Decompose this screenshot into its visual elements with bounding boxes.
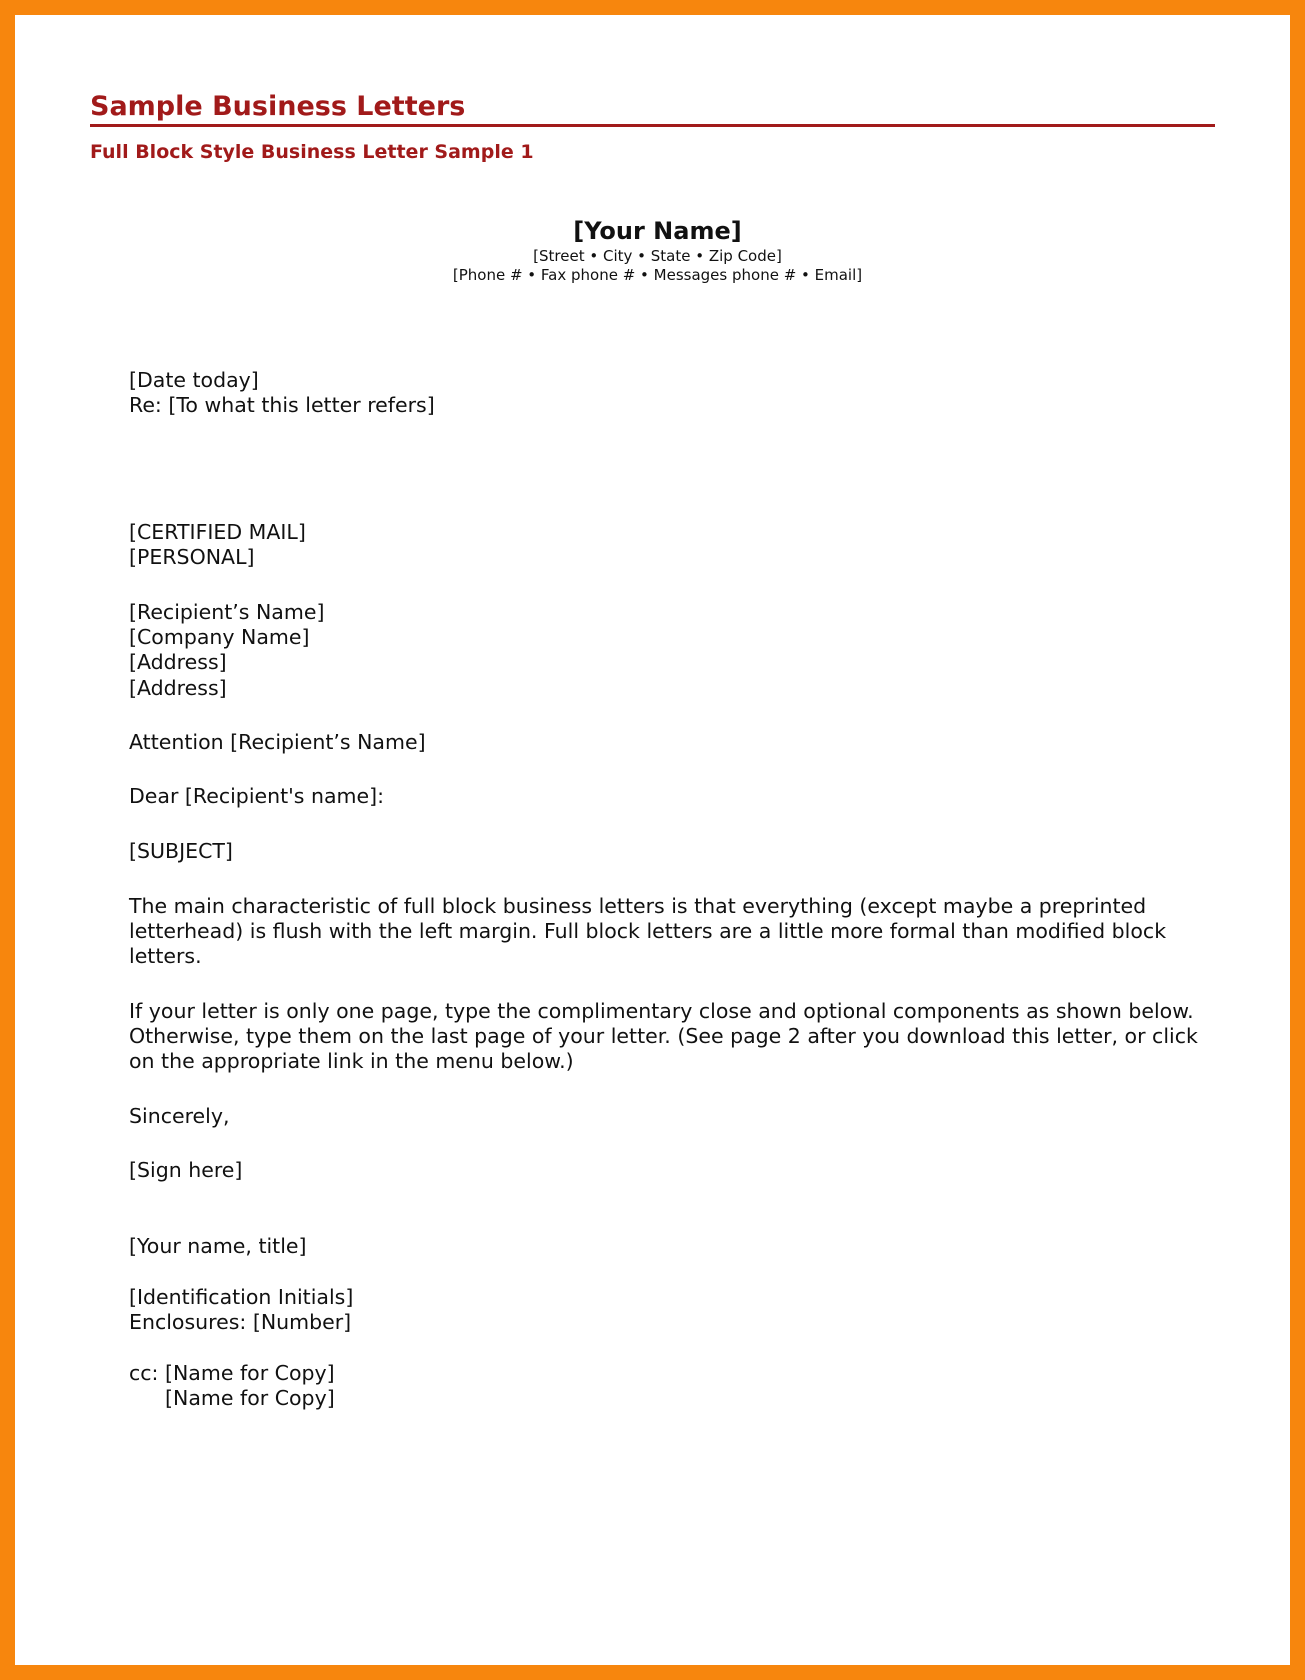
letter-reference: Re: [To what this letter refers] <box>129 393 435 417</box>
cc-line-1: cc: [Name for Copy] <box>129 1361 335 1385</box>
letterhead-contact: [Phone # • Fax phone # • Messages phone # • Email] <box>452 266 863 284</box>
page-title: Sample Business Letters <box>90 91 466 122</box>
page-subtitle: Full Block Style Business Letter Sample 1 <box>90 141 534 163</box>
body-paragraph-1: The main characteristic of full block business letters is that everything (except maybe a preprinted letterhead) is flush with the left margin. Full block letters are a little more formal than modified block letters. <box>129 894 1167 968</box>
recipient-name: [Recipient’s Name] <box>129 600 325 624</box>
letterhead-name: [Your Name] <box>573 217 742 245</box>
recipient-address-1: [Address] <box>129 650 227 674</box>
enclosures-line: Enclosures: [Number] <box>129 1310 352 1334</box>
recipient-company: [Company Name] <box>129 625 310 649</box>
attention-line: Attention [Recipient’s Name] <box>129 730 426 754</box>
mail-notation-personal: [PERSONAL] <box>129 545 255 569</box>
letter-date: [Date today] <box>129 368 259 392</box>
recipient-address-2: [Address] <box>129 676 227 700</box>
salutation: Dear [Recipient's name]: <box>129 784 385 808</box>
cc-line-2: [Name for Copy] <box>165 1386 335 1410</box>
subject-line: [SUBJECT] <box>129 839 233 863</box>
title-divider <box>90 124 1215 127</box>
body-paragraph-2: If your letter is only one page, type the complimentary close and optional components as shown below. Otherwise, type them on the last page of your letter. (See page 2 after you download this letter, or click on the appropriate link in the menu below.) <box>129 999 1198 1073</box>
complimentary-close: Sincerely, <box>129 1104 230 1128</box>
identification-initials: [Identification Initials] <box>129 1285 354 1309</box>
signature-placeholder: [Sign here] <box>129 1158 243 1182</box>
mail-notation-certified: [CERTIFIED MAIL] <box>129 520 306 544</box>
letterhead-address: [Street • City • State • Zip Code] <box>533 247 782 265</box>
signer-name-title: [Your name, title] <box>129 1234 307 1258</box>
